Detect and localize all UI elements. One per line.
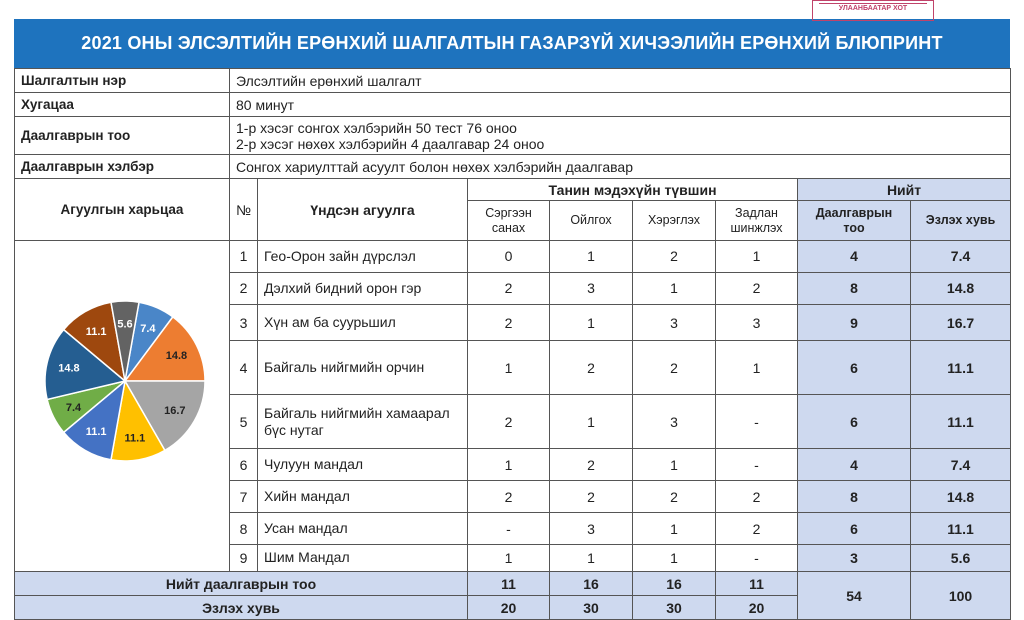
row-level2: 1 (550, 241, 633, 273)
row-level1: 1 (468, 544, 550, 571)
row-task-count: 3 (798, 544, 911, 571)
blueprint-table (14, 68, 1011, 620)
row-level4: - (716, 544, 798, 571)
task-count-line1: 1-р хэсэг сонгох хэлбэрийн 50 тест 76 оноо (236, 119, 517, 136)
row-level1: 1 (468, 449, 550, 481)
row-level1: 2 (468, 481, 550, 513)
row-level1: 2 (468, 272, 550, 304)
stamp-text: УЛААНБААТАР ХОТ (819, 3, 927, 12)
row-topic: Чулуун мандал (258, 449, 468, 481)
row-score-pct: 11.1 (911, 513, 1011, 545)
header-row-1 (15, 179, 1011, 201)
row-level3: 1 (633, 272, 716, 304)
scope-header: Агуулгын харьцаа (15, 179, 230, 241)
row-task-count: 6 (798, 341, 911, 395)
row-topic: Гео-Орон зайн дүрслэл (258, 241, 468, 273)
row-level4: 1 (716, 241, 798, 273)
row-level2: 2 (550, 481, 633, 513)
row-level2: 1 (550, 304, 633, 341)
row-score-pct: 14.8 (911, 272, 1011, 304)
row-level3: 2 (633, 241, 716, 273)
pie-slice-label: 14.8 (165, 350, 188, 363)
row-level2: 3 (550, 272, 633, 304)
total-count-label: Нийт даалгаврын тоо (15, 572, 468, 596)
total-pct-l3: 30 (633, 596, 716, 620)
duration-label: Хугацаа (15, 93, 230, 117)
row-level4: 2 (716, 481, 798, 513)
content-header: Үндсэн агуулга (258, 179, 468, 241)
knowledge-level-header: Танин мэдэхүйн түвшин (468, 179, 798, 201)
row-task-count: 8 (798, 272, 911, 304)
row-score-pct: 7.4 (911, 241, 1011, 273)
row-number: 1 (230, 241, 258, 273)
task-count-value (230, 117, 1011, 155)
row-number: 4 (230, 341, 258, 395)
pie-slice-label: 7.4 (65, 401, 82, 414)
row-level3: 1 (633, 449, 716, 481)
task-count-header: Даалгаврын тоо (798, 201, 911, 241)
total-header: Нийт (798, 179, 1011, 201)
row-level4: 1 (716, 341, 798, 395)
row-level3: 3 (633, 395, 716, 449)
row-level4: - (716, 449, 798, 481)
row-level4: 2 (716, 272, 798, 304)
row-level2: 2 (550, 341, 633, 395)
row-score-pct: 11.1 (911, 341, 1011, 395)
level3-header: Хэрэглэх (633, 201, 716, 241)
row-topic: Шим Мандал (258, 544, 468, 571)
row-level2: 1 (550, 544, 633, 571)
total-count-row (15, 572, 1011, 596)
row-level1: 2 (468, 395, 550, 449)
row-level2: 1 (550, 395, 633, 449)
row-level4: - (716, 395, 798, 449)
row-level4: 3 (716, 304, 798, 341)
row-number: 2 (230, 272, 258, 304)
level4-header: Задлан шинжлэх (716, 201, 798, 241)
page-title: 2021 ОНЫ ЭЛСЭЛТИЙН ЕРӨНХИЙ ШАЛГАЛТЫН ГАЗАРЗҮЙ ХИЧЭЭЛИЙН ЕРӨНХИЙ БЛЮПРИНТ (14, 19, 1010, 68)
grand-count: 54 (798, 572, 911, 620)
row-level3: 3 (633, 304, 716, 341)
row-level3: 2 (633, 341, 716, 395)
row-number: 6 (230, 449, 258, 481)
row-number: 7 (230, 481, 258, 513)
row-score-pct: 11.1 (911, 395, 1011, 449)
row-topic: Байгаль нийгмийн орчин (258, 341, 468, 395)
table-row (15, 241, 1011, 273)
row-topic: Хүн ам ба суурьшил (258, 304, 468, 341)
row-task-count: 4 (798, 241, 911, 273)
task-form-label: Даалгаврын хэлбэр (15, 155, 230, 179)
row-topic: Байгаль нийгмийн хамаарал бүс нутаг (258, 395, 468, 449)
pie-slice-label: 5.6 (117, 318, 133, 331)
total-pct-l1: 20 (468, 596, 550, 620)
row-level1: - (468, 513, 550, 545)
num-header: № (230, 179, 258, 241)
row-level3: 1 (633, 513, 716, 545)
pie-slice-label: 11.1 (85, 326, 107, 339)
row-level1: 2 (468, 304, 550, 341)
row-level2: 2 (550, 449, 633, 481)
pie-slice-label: 11.1 (85, 425, 107, 438)
row-level3: 2 (633, 481, 716, 513)
pie-slice-label: 11.1 (124, 432, 146, 445)
row-level2: 3 (550, 513, 633, 545)
exam-name-label: Шалгалтын нэр (15, 69, 230, 93)
row-number: 8 (230, 513, 258, 545)
task-form-row (15, 155, 1011, 179)
pie-slice-label: 7.4 (140, 323, 156, 336)
row-level1: 1 (468, 341, 550, 395)
pie-chart-cell (15, 241, 230, 572)
row-level3: 1 (633, 544, 716, 571)
official-stamp (812, 0, 934, 21)
total-count-l3: 16 (633, 572, 716, 596)
total-count-l4: 11 (716, 572, 798, 596)
topic-rows (15, 241, 1011, 572)
total-pct-l4: 20 (716, 596, 798, 620)
row-task-count: 8 (798, 481, 911, 513)
duration-row (15, 93, 1011, 117)
pie-slice-label: 16.7 (164, 404, 186, 417)
row-topic: Дэлхий бидний орон гэр (258, 272, 468, 304)
pie-slice-label: 14.8 (58, 362, 80, 375)
exam-name-value: Элсэлтийн ерөнхий шалгалт (230, 69, 1011, 93)
exam-name-row (15, 69, 1011, 93)
pie-chart (15, 241, 225, 571)
total-count-l2: 16 (550, 572, 633, 596)
row-task-count: 6 (798, 395, 911, 449)
row-task-count: 4 (798, 449, 911, 481)
total-pct-l2: 30 (550, 596, 633, 620)
grand-pct: 100 (911, 572, 1011, 620)
row-number: 5 (230, 395, 258, 449)
task-count-row (15, 117, 1011, 155)
row-task-count: 6 (798, 513, 911, 545)
total-pct-label: Эзлэх хувь (15, 596, 468, 620)
row-score-pct: 14.8 (911, 481, 1011, 513)
row-score-pct: 16.7 (911, 304, 1011, 341)
row-number: 9 (230, 544, 258, 571)
row-number: 3 (230, 304, 258, 341)
score-pct-header: Эзлэх хувь (911, 201, 1011, 241)
row-level4: 2 (716, 513, 798, 545)
row-level1: 0 (468, 241, 550, 273)
level1-header: Сэргээн санах (468, 201, 550, 241)
row-score-pct: 7.4 (911, 449, 1011, 481)
total-count-l1: 11 (468, 572, 550, 596)
row-score-pct: 5.6 (911, 544, 1011, 571)
row-topic: Усан мандал (258, 513, 468, 545)
task-form-value: Сонгох хариулттай асуулт болон нөхөх хэлбэрийн даалгавар (230, 155, 1011, 179)
row-topic: Хийн мандал (258, 481, 468, 513)
level2-header: Ойлгох (550, 201, 633, 241)
row-task-count: 9 (798, 304, 911, 341)
task-count-line2: 2-р хэсэг нөхөх хэлбэрийн 4 даалгавар 24 оноо (236, 135, 545, 152)
task-count-label: Даалгаврын тоо (15, 117, 230, 155)
duration-value: 80 минут (230, 93, 1011, 117)
